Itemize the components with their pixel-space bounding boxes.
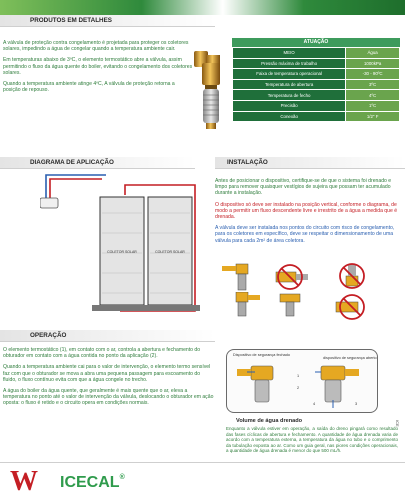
callout-4: 4: [313, 402, 316, 406]
details-para-2: Em temperaturas abaixo de 3ºC, o elemento termostático abre a válvula, assim permitindo o fluxo da água quente do boiler, evitando o congelamento dos coletores solares.: [3, 57, 193, 76]
collector-label-1: COLETOR SOLAR: [107, 250, 137, 254]
table-row: [233, 58, 400, 69]
details-text: [3, 40, 193, 98]
device-illustration: [226, 349, 378, 413]
spec-table-grid: [232, 47, 400, 122]
label-open: dispositivo de segurança aberto: [323, 356, 377, 360]
orientation-icons: [222, 262, 382, 322]
callout-1: 1: [297, 374, 300, 378]
operation-text: [3, 347, 215, 412]
install-para-1: Antes de posicionar o dispositivo, certifique-se de que o sistema foi drenado e limpo para remover quaisquer vestígios de sujeira que possam ter acumulado durante a instalação.: [215, 178, 392, 197]
valve-product-image: [190, 47, 232, 135]
application-diagram: [40, 173, 210, 315]
spec-value: 1/2" F: [346, 111, 400, 122]
spec-key: Temperatura de fecho: [233, 90, 346, 101]
details-para-1: A válvula de proteção contra congelamento é projetada para proteger os coletores solares, impedindo a água de congelar quando a temperatura ambiente cair.: [3, 40, 189, 53]
table-row: [233, 48, 400, 59]
install-para-2: O dispositivo só deve ser instalado na posição vertical, conforme o diagrama, de modo a permitir um fluxo descendente livre e irrestrito de a água a medida que é drenada.: [215, 201, 398, 221]
spec-key: Precisão: [233, 100, 346, 111]
brand-name: ICECAL: [60, 474, 120, 491]
operation-para-3: A água do boiler da água quente, que geralmente é mais quente que o ar, eleva a temperatura no ponto até o valor de intervenção da válvula, deslocando o obturador em ação oposta: o fluxo é retido e o circuito opera em condições normais.: [3, 388, 214, 407]
callout-3: 3: [355, 402, 358, 406]
spec-value: Água: [346, 48, 400, 59]
drain-title: Volume de água drenado: [236, 418, 303, 424]
details-para-3: Quando a temperatura ambiente atinge 4ºC, A válvula de proteção retorna a posição de repouso.: [3, 81, 175, 94]
brand-logo-w: W: [10, 466, 38, 497]
section-header-details: PRODUTOS EM DETALHES: [0, 15, 215, 27]
orientation-wrong-icon: [332, 292, 372, 322]
side-mark: ICE: [395, 420, 400, 427]
install-text: [215, 178, 400, 249]
operation-para-1: O elemento termostático (1), em contato com o ar, controla a abertura e fechamento do obturador em contato com a água contida no ponto da aplicação (2).: [3, 347, 201, 360]
install-para-3: A válvula deve ser instalada nos pontos do circuito com risco de congelamento, para os coletores em específico, deve se respeitar o dimensionamento de uma válvula para cada 2m² de área coletora.: [215, 225, 395, 244]
valve-open-image: [307, 364, 371, 410]
orientation-wrong-icon: [332, 262, 372, 292]
spec-key: Temperatura de abertura: [233, 79, 346, 90]
orientation-ok-icon: [222, 262, 262, 292]
divider: [0, 462, 405, 463]
table-row: [233, 90, 400, 101]
spec-key: Conexão: [233, 111, 346, 122]
collector-label-2: COLETOR SOLAR: [155, 250, 185, 254]
spec-value: 1000kPa: [346, 58, 400, 69]
spec-key: MEIO: [233, 48, 346, 59]
table-row: [233, 100, 400, 111]
spec-key: Pressão máxima de trabalho: [233, 58, 346, 69]
operation-para-2: Quando a temperatura ambiente cai para o valor de intervenção, o elemento termo sensível faz com que o obturador se mova a abra uma pequena passagem para escoamento do fluido, o fluxo contínuo evita com que a água congele no trecho.: [3, 364, 211, 383]
registered-mark: ®: [119, 474, 125, 481]
spec-value: 4ºC: [346, 90, 400, 101]
table-row: [233, 111, 400, 122]
section-header-operation: OPERAÇÃO: [0, 330, 215, 342]
spec-table-title: ATUAÇÃO: [232, 38, 400, 47]
orientation-ok-icon: [270, 292, 310, 322]
callout-2: 2: [297, 386, 300, 390]
spec-value: 3ºC: [346, 79, 400, 90]
orientation-wrong-icon: [270, 262, 310, 292]
section-header-install: INSTALAÇÃO: [215, 157, 405, 169]
spec-table: [232, 38, 400, 122]
valve-closed-image: [237, 362, 287, 408]
table-row: [233, 69, 400, 80]
brand-logo-icecal: [60, 474, 125, 492]
spec-value: -30 - 90ºC: [346, 69, 400, 80]
table-row: [233, 79, 400, 90]
spec-key: Faixa de temperatura operacional: [233, 69, 346, 80]
drain-text: Enquanto a válvula estiver em operação, a saída do dreno pingará como resultado das fases cíclicas de abertura e fechamento. A quantidade de água drenada varia de acordo com a temperatura externa, a temperatura da água no tubo e o comprimento da tubulação exposta ao ar. Como um guia geral, nas piores condições operacionais, a quantidade de água drenada é menor do que 500 mL/h.: [226, 426, 398, 454]
orientation-ok-icon: [222, 292, 262, 322]
section-header-diagram: DIAGRAMA DE APLICAÇÃO: [0, 157, 195, 169]
label-closed: Dispositivo de segurança fechado: [233, 353, 290, 357]
spec-value: 1ºC: [346, 100, 400, 111]
top-banner: [0, 0, 405, 15]
